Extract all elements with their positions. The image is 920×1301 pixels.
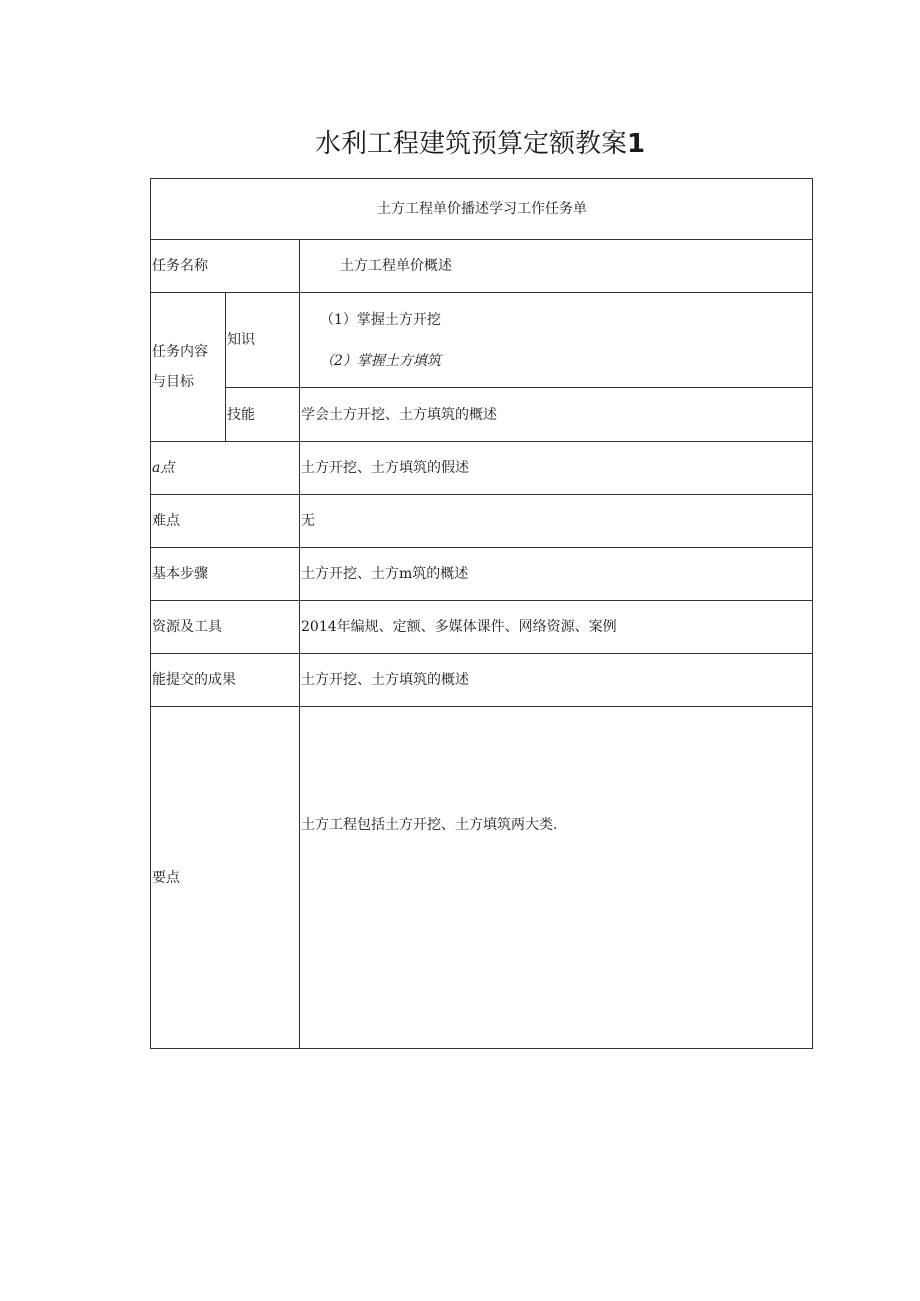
skill-row (151, 388, 813, 442)
deliverables-label: 能提交的成果 (151, 654, 300, 707)
difficulty-label: 难点 (151, 495, 300, 548)
skill-value: 学会土方开挖、土方填筑的概述 (300, 388, 813, 442)
knowledge-item: （2）掌握土方填筑 (320, 352, 441, 369)
key-point-row (151, 442, 813, 495)
task-name-row (151, 240, 813, 293)
resources-row (151, 601, 813, 654)
key-point-label: a点 (151, 442, 300, 495)
content-goals-label (151, 293, 226, 442)
knowledge-row (151, 293, 813, 388)
basic-steps-value: 土方开挖、土方m筑的概述 (300, 548, 813, 601)
knowledge-item: （1）掌握土方开挖 (320, 311, 441, 328)
main-points-value: 土方工程包括土方开挖、土方填筑两大类. (300, 707, 813, 1049)
main-points-label (151, 707, 300, 1049)
difficulty-row (151, 495, 813, 548)
basic-steps-label: 基本步骤 (151, 548, 300, 601)
resources-label: 资源及工具 (151, 601, 300, 654)
task-sheet-table (150, 178, 813, 1049)
key-point-value: 土方开挖、土方填筑的假述 (300, 442, 813, 495)
resources-value: 2014年编规、定额、多媒体课件、网络资源、案例 (300, 601, 813, 654)
task-name-value: 土方工程单价概述 (300, 240, 813, 293)
document-title-number: 1 (626, 129, 646, 159)
document-title (0, 124, 920, 164)
table-header-row (151, 179, 813, 240)
task-sheet-header: 土方工程单价播述学习工作任务单 (151, 179, 813, 240)
knowledge-items (300, 293, 813, 388)
document-title-text: 水利工程建筑预算定额教案 (314, 129, 627, 159)
deliverables-row (151, 654, 813, 707)
skill-label: 技能 (226, 388, 300, 442)
main-points-label-text: 要点 (152, 869, 180, 886)
basic-steps-row (151, 548, 813, 601)
deliverables-value: 土方开挖、土方填筑的概述 (300, 654, 813, 707)
difficulty-value: 无 (300, 495, 813, 548)
content-goals-label-line2: 与目标 (152, 374, 194, 390)
content-goals-label-line1: 任务内容 (152, 344, 208, 360)
task-name-label: 任务名称 (151, 240, 300, 293)
knowledge-label: 知识 (226, 293, 300, 388)
main-points-row (151, 707, 813, 1049)
